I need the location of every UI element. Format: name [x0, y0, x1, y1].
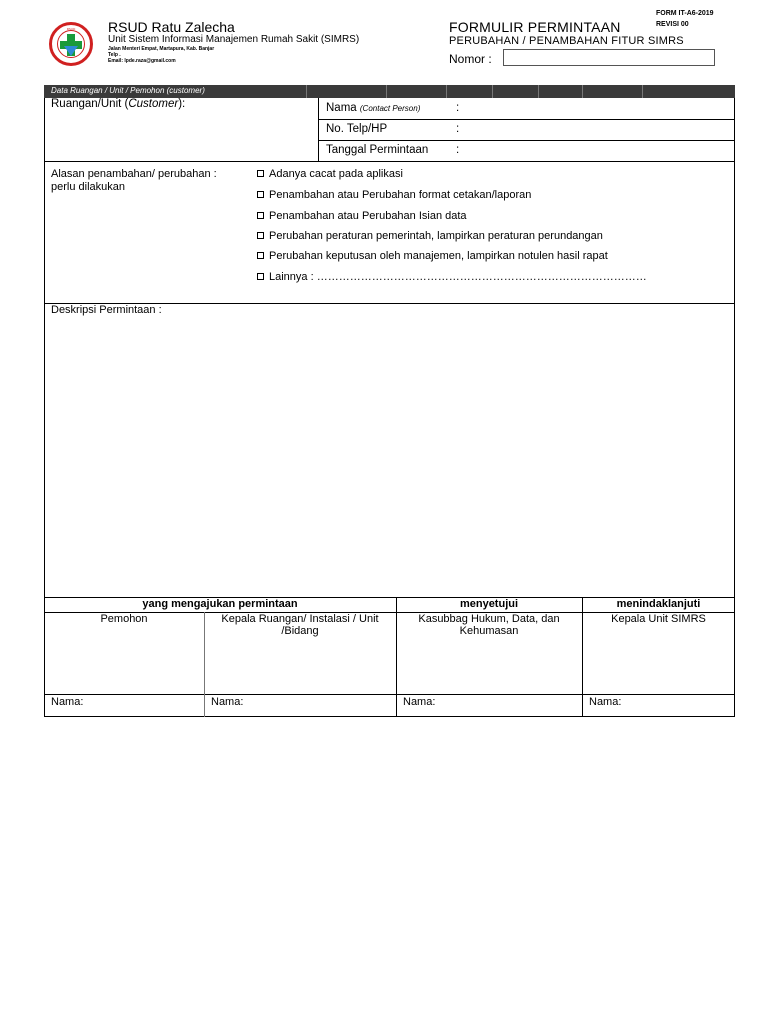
signature-header-approver: menyetujui	[459, 598, 519, 610]
signature-name-label: Nama:	[403, 696, 436, 708]
tanggal-label: Tanggal Permintaan	[326, 144, 429, 156]
nomor-label: Nomor :	[449, 52, 492, 66]
signature-name-label: Nama:	[211, 696, 244, 708]
checkbox-icon[interactable]	[257, 252, 264, 259]
address-line-2: Telp .	[108, 52, 121, 58]
reason-option[interactable]: Perubahan keputusan oleh manajemen, lampirkan notulen hasil rapat	[257, 250, 608, 262]
row-divider	[318, 119, 735, 120]
checkbox-icon[interactable]	[257, 191, 264, 198]
signature-name-divider	[44, 694, 735, 695]
reason-option[interactable]: Penambahan atau Perubahan Isian data	[257, 210, 467, 222]
hospital-name: RSUD Ratu Zalecha	[108, 19, 235, 35]
section-divider	[44, 161, 735, 162]
signature-role: Kasubbag Hukum, Data, dan Kehumasan	[418, 613, 560, 637]
checkbox-icon[interactable]	[257, 212, 264, 219]
reasons-label-line1: Alasan penambahan/ perubahan :	[51, 168, 217, 180]
form-subtitle: PERUBAHAN / PENAMBAHAN FITUR SIMRS	[449, 35, 684, 47]
ruangan-label: Ruangan/Unit (Customer):	[51, 98, 186, 110]
checkbox-icon[interactable]	[257, 170, 264, 177]
form-code: FORM IT-A6-2019	[656, 10, 714, 17]
checkbox-icon[interactable]	[257, 232, 264, 239]
form-title: FORMULIR PERMINTAAN	[449, 19, 621, 35]
nomor-field[interactable]	[503, 49, 715, 66]
reason-option[interactable]: Adanya cacat pada aplikasi	[257, 168, 403, 180]
row-divider	[318, 140, 735, 141]
tanggal-colon: :	[456, 144, 460, 156]
customer-divider	[318, 98, 319, 161]
nama-colon: :	[456, 102, 460, 114]
unit-name: Unit Sistem Informasi Manajemen Rumah Sakit (SIMRS)	[108, 34, 360, 45]
nama-label: Nama (Contact Person)	[326, 102, 421, 114]
signature-name-label: Nama:	[51, 696, 84, 708]
address-line-1: Jalan Menteri Empat, Martapura, Kab. Banjar	[108, 46, 215, 52]
logo-text-top: RSUD	[66, 27, 76, 31]
checkbox-icon[interactable]	[257, 273, 264, 280]
description-label: Deskripsi Permintaan :	[51, 304, 162, 316]
signature-role: Kepala Ruangan/ Instalasi / Unit /Bidang	[221, 613, 379, 637]
tanggal-field[interactable]	[470, 143, 730, 159]
signature-role: Pemohon	[100, 613, 148, 625]
telp-field[interactable]	[470, 122, 730, 138]
signature-role: Kepala Unit SIMRS	[611, 613, 706, 625]
reason-option[interactable]: Penambahan atau Perubahan format cetakan/laporan	[257, 189, 531, 201]
signature-col-divider	[204, 612, 205, 717]
revision-label: REVISI 00	[656, 21, 689, 28]
reason-option[interactable]: Lainnya : ………………………………………………………………………………	[257, 271, 647, 283]
hospital-logo	[49, 22, 93, 66]
telp-label: No. Telp/HP	[326, 123, 388, 135]
description-field[interactable]	[50, 320, 730, 592]
reasons-label-line2: perlu dilakukan	[51, 181, 125, 193]
telp-colon: :	[456, 123, 460, 135]
nama-field[interactable]	[470, 101, 730, 117]
signature-col-divider	[396, 597, 397, 717]
signature-name-label: Nama:	[589, 696, 622, 708]
email-line: Email: lpde.raza@gmail.com	[108, 58, 176, 64]
section-bar-title: Data Ruangan / Unit / Pemohon (customer)	[51, 86, 205, 95]
signature-header-requester: yang mengajukan permintaan	[142, 598, 298, 610]
reason-option[interactable]: Perubahan peraturan pemerintah, lampirkan peraturan perundangan	[257, 230, 603, 242]
signature-header-executor: menindaklanjuti	[616, 598, 701, 610]
